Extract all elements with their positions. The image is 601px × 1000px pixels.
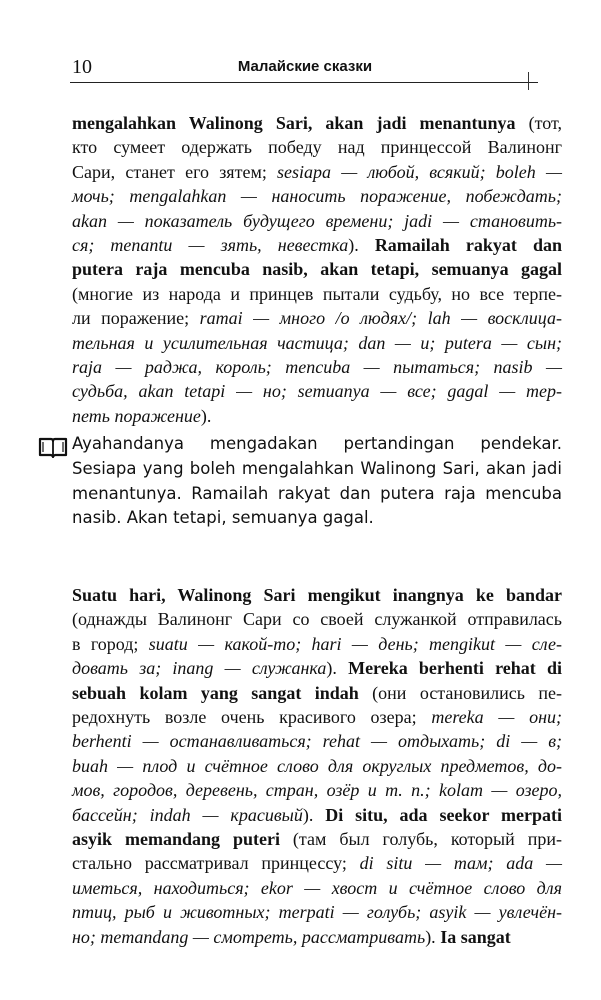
- text-line: [72, 282, 562, 306]
- reading-passage: [72, 432, 562, 531]
- gloss-text: мочь; mengalahkan — наносить поражение, побеждать;: [72, 186, 562, 207]
- malay-phrase: Di situ, ada seekor merpati: [325, 804, 562, 825]
- gloss-text: ramai — много /о людях/; lah — восклица-: [199, 308, 562, 329]
- malay-phrase: Ramailah rakyat dan: [374, 235, 563, 256]
- gloss-text: ся; menantu — зять, невестка: [72, 235, 349, 256]
- malay-phrase: asyik memandang puteri: [72, 829, 280, 850]
- gloss-text: buah — плод и счётное слово для округлых предметов, до-: [72, 755, 562, 776]
- text-line: [72, 681, 562, 705]
- text-line: [72, 111, 562, 135]
- gloss-text: raja — раджа, король; mencuba — пытаться; nasib —: [72, 357, 562, 378]
- malay-phrase: Suatu hari, Walinong Sari mengikut inangnya ke bandar: [72, 585, 562, 605]
- gloss-text: но; memandang — смотреть, рассматривать: [72, 926, 426, 947]
- text-line: [72, 379, 562, 403]
- text-line: [72, 900, 562, 924]
- gloss-text: di situ — там; ada —: [359, 853, 563, 874]
- gloss-text: судьба, akan tetapi — но; semuanya — все; gagal — тер-: [72, 381, 562, 402]
- text-line: [72, 135, 562, 159]
- text-line: [72, 209, 562, 233]
- text-line: [72, 656, 562, 680]
- gloss-text: sesiapa — любой, всякий; boleh —: [277, 161, 563, 182]
- page-number: 10: [72, 56, 92, 78]
- malay-phrase: Mereka berhenti rehat di: [348, 658, 562, 679]
- text-line: [72, 184, 562, 208]
- gloss-text: berhenti — останавливаться; rehat — отдыхать; di — в;: [72, 731, 562, 752]
- translation-text: (однажды Валинонг Сари со своей служанкой отправилась: [72, 609, 562, 630]
- translation-text: (они остановились пе-: [358, 682, 562, 703]
- reading-line: Sesiapa yang boleh mengalahkan Walinong Sari, akan jadi: [72, 458, 562, 478]
- text-line: [72, 257, 562, 281]
- paragraph-2: [72, 583, 562, 949]
- gloss-text: akan — показатель будущего времени; jadi — становить-: [72, 210, 562, 231]
- header-tick: [528, 72, 529, 90]
- gloss-text: птиц, рыб и животных; merpati — голубь; asyik — увлечён-: [72, 902, 562, 923]
- gloss-text: mereka — они;: [431, 707, 562, 728]
- translation-text: Сари, станет его зятем;: [72, 161, 278, 182]
- reading-line: Ayahandanya mengadakan pertandingan pendekar.: [72, 434, 562, 453]
- text-line: [72, 233, 562, 257]
- translation-text: стально рассматривал принцессу;: [72, 853, 360, 874]
- gloss-text: suatu — какой-то; hari — день; mengikut — сле-: [148, 633, 562, 654]
- translation-text: (там был голубь, который при-: [279, 829, 562, 850]
- gloss-text: бассейн; indah — красивый: [72, 804, 303, 825]
- translation-text: редохнуть возле очень красивого озера;: [72, 707, 432, 728]
- text-line: [72, 331, 562, 355]
- text-line: [72, 754, 562, 778]
- text-line: [72, 729, 562, 753]
- malay-phrase: putera raja mencuba nasib, akan tetapi, semuanya gagal: [72, 259, 562, 280]
- header-rule: [70, 82, 538, 83]
- gloss-text: довать за; inang — служанка: [72, 658, 327, 679]
- translation-text: ли поражение;: [72, 308, 200, 329]
- translation-text: (тот,: [515, 113, 562, 133]
- malay-phrase: sebuah kolam yang sangat indah: [72, 682, 359, 703]
- page-header: [70, 56, 540, 80]
- gloss-text: иметься, находиться; ekor — хвост и счётное слово для: [72, 877, 562, 898]
- text-line: [72, 355, 562, 379]
- text-line: [72, 876, 562, 900]
- translation-text: ).: [348, 235, 375, 256]
- translation-text: ).: [425, 926, 441, 947]
- open-book-icon: [38, 436, 68, 458]
- reading-line: menantunya. Ramailah rakyat dan putera raja mencuba: [72, 483, 562, 503]
- translation-text: ).: [302, 804, 326, 825]
- text-line: [72, 306, 562, 330]
- text-line: [72, 404, 562, 428]
- text-line: [72, 778, 562, 802]
- malay-phrase: mengalahkan Walinong Sari, akan jadi menantunya: [72, 113, 516, 133]
- reading-line: nasib. Akan tetapi, semuanya gagal.: [72, 508, 374, 528]
- text-line: [72, 925, 562, 949]
- running-title: Малайские сказки: [237, 58, 373, 75]
- translation-text: в город;: [72, 633, 149, 654]
- text-line: [72, 583, 562, 607]
- gloss-text: тельная и усилительная частица; dan — и; putera — сын;: [72, 332, 562, 353]
- text-line: [72, 803, 562, 827]
- translation-text: кто сумеет одержать победу над принцессой Валинонг: [72, 137, 562, 158]
- text-line: [72, 632, 562, 656]
- gloss-text: петь поражение: [72, 405, 201, 426]
- text-line: [72, 827, 562, 851]
- text-line: [72, 705, 562, 729]
- translation-text: ).: [326, 658, 349, 679]
- gloss-text: мов, городов, деревень, стран, озёр и т. п.; kolam — озеро,: [72, 780, 562, 801]
- translation-text: ).: [200, 405, 212, 426]
- malay-phrase: Ia sangat: [440, 926, 511, 947]
- translation-text: (многие из народа и принцев пытали судьбу, но все терпе-: [72, 283, 562, 304]
- text-line: [72, 607, 562, 631]
- paragraph-1: [72, 111, 562, 428]
- text-line: [72, 851, 562, 875]
- text-line: [72, 160, 562, 184]
